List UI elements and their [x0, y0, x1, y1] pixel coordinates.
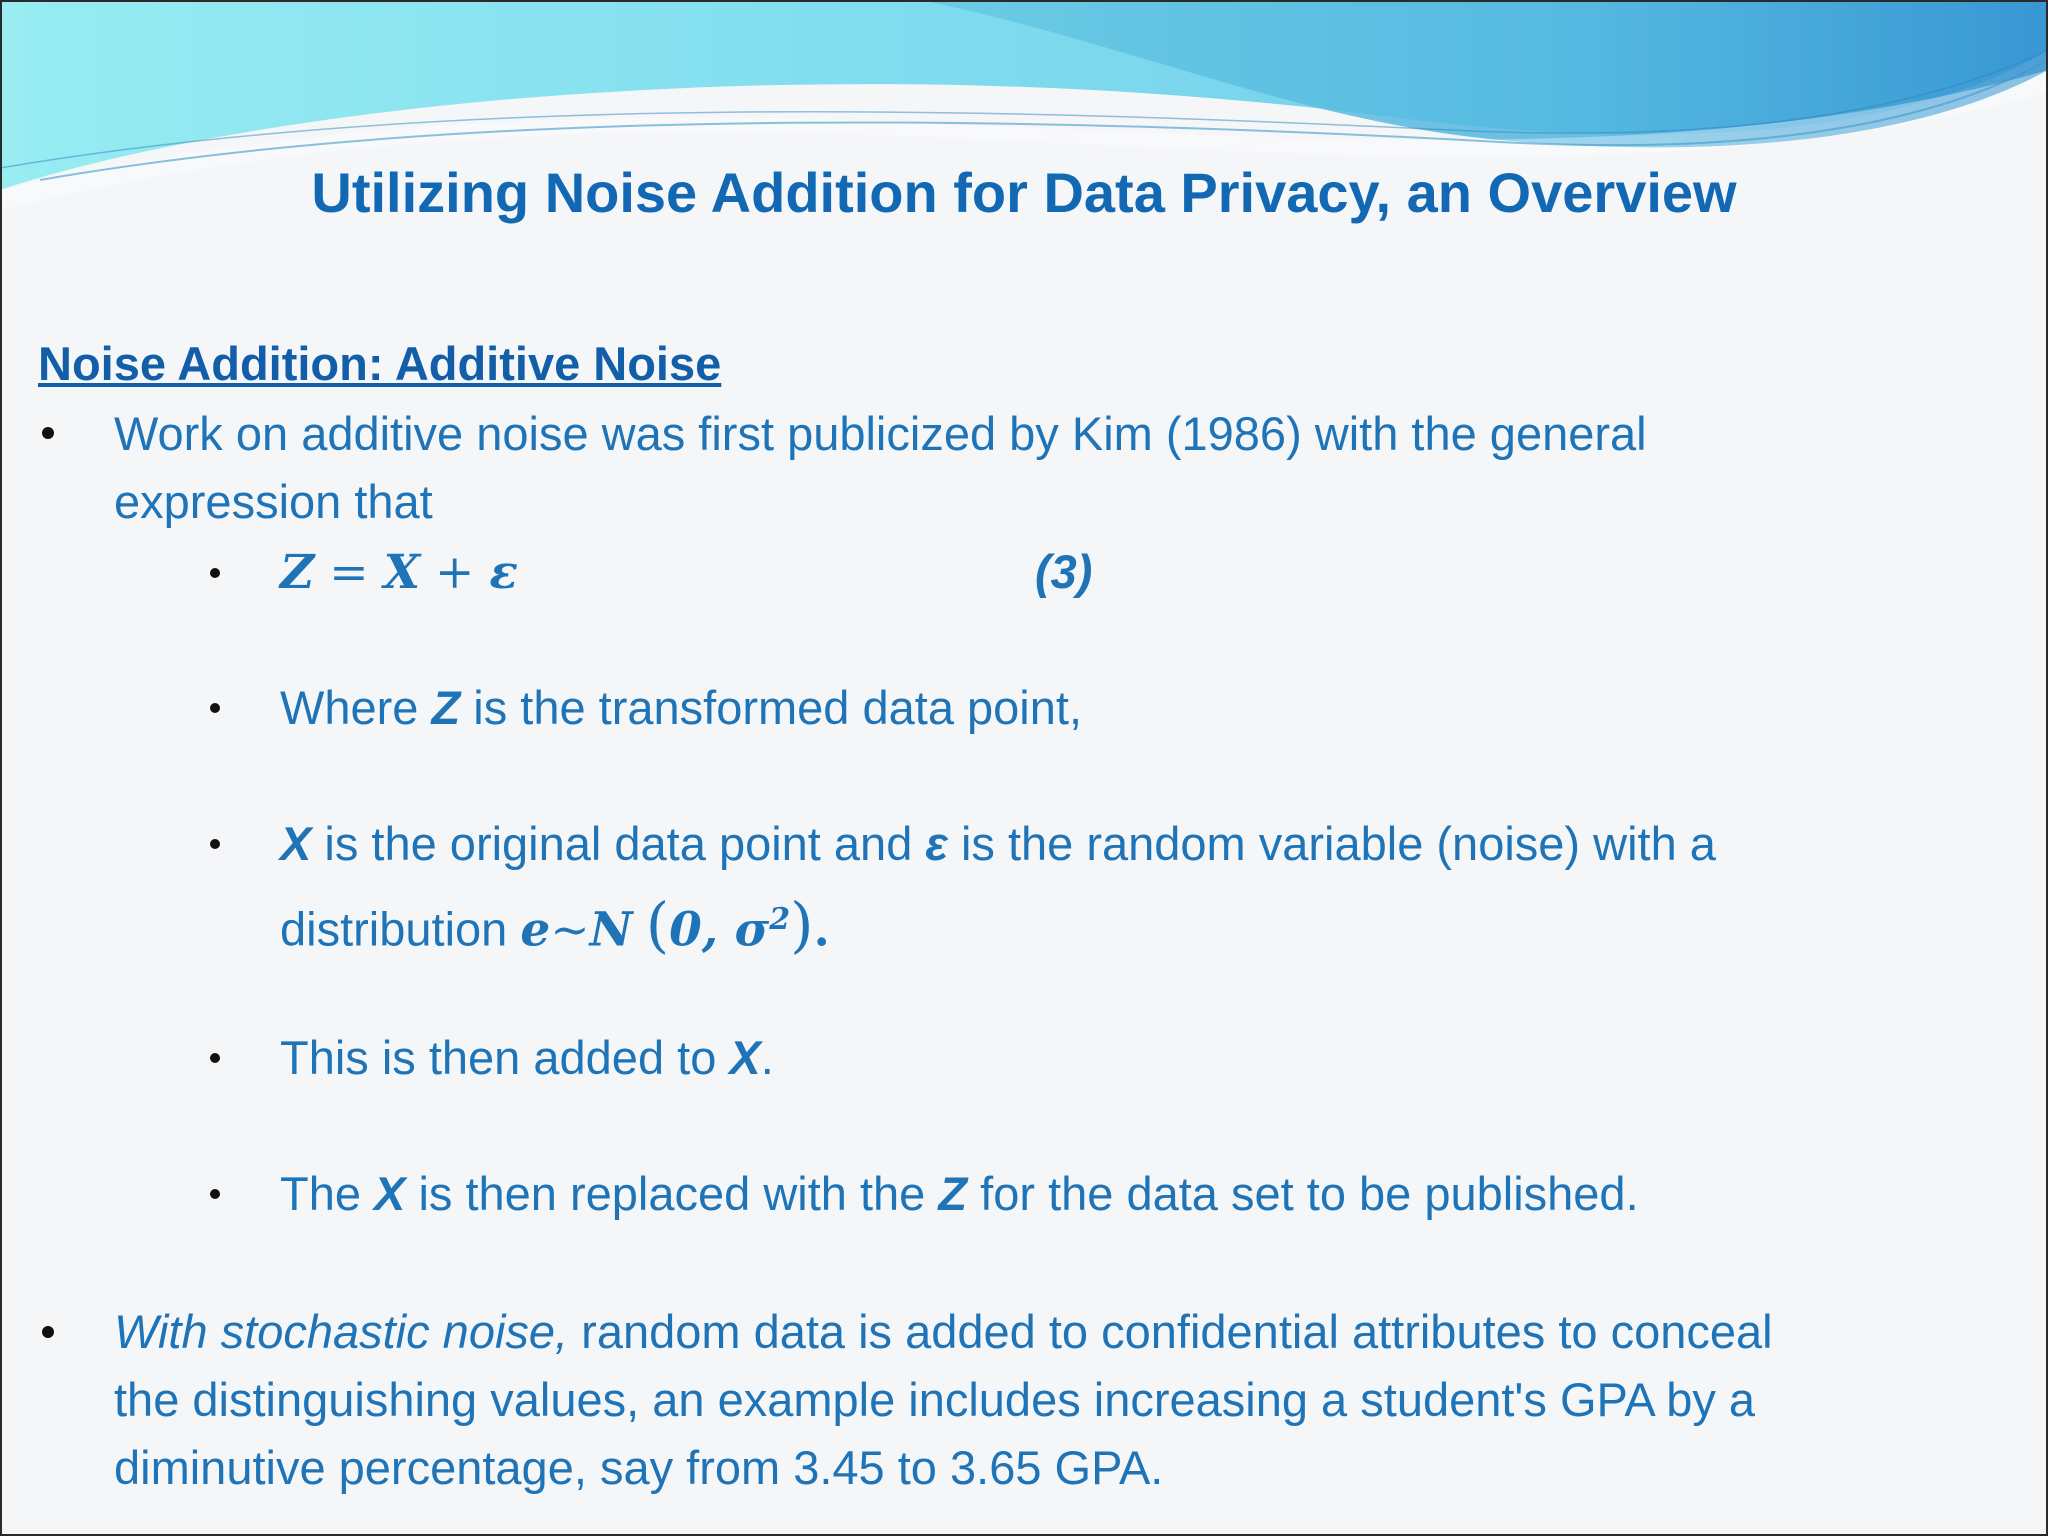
left-paren: (: [645, 890, 670, 961]
var-z: Z: [938, 1167, 968, 1220]
sub-bullet-dot: [210, 703, 220, 713]
var-x: X: [383, 545, 421, 600]
var-epsilon: ε: [489, 545, 518, 600]
text: is the original data point and: [311, 817, 926, 870]
text: distribution: [280, 902, 521, 956]
sub-bullet-dot: [210, 1189, 220, 1199]
var-x: X: [729, 1031, 761, 1084]
var-e: e: [520, 902, 551, 958]
sub-bullet-added: [280, 1024, 774, 1092]
sub-bullet-equation: [280, 538, 1180, 607]
bullet-line: [114, 1298, 1773, 1366]
var-n: N: [589, 902, 633, 958]
var-epsilon: ε: [925, 817, 948, 870]
superscript-2: 2: [769, 902, 791, 937]
var-x: X: [374, 1167, 406, 1220]
text: The: [280, 1167, 375, 1220]
bullet-line: [280, 886, 1716, 965]
italic-lead: With stochastic noise,: [114, 1305, 569, 1358]
var-z: Z: [280, 545, 315, 600]
text: is then replaced with the: [405, 1167, 939, 1220]
sub-bullet-x-original: [280, 810, 1716, 965]
var-x: X: [280, 817, 312, 870]
sub-bullet-replaced: [280, 1160, 1639, 1228]
bullet-line: [280, 810, 1716, 878]
bullet-dot: [42, 427, 54, 439]
sub-bullet-dot: [210, 568, 220, 578]
bullet-kim-1986: [114, 400, 1647, 536]
bullet-line: Work on additive noise was first publicized by Kim (1986) with the general: [114, 407, 1647, 460]
section-heading: Noise Addition: Additive Noise: [38, 337, 722, 390]
distribution-args: 0, σ: [669, 902, 770, 958]
bullet-line: diminutive percentage, say from 3.45 to 3.65 GPA.: [114, 1441, 1164, 1494]
equation-number: (3): [1035, 545, 1093, 598]
text: Where: [280, 681, 432, 734]
equals-sign: =: [314, 545, 384, 600]
tilde-sign: ~: [550, 902, 590, 958]
plus-sign: +: [420, 545, 490, 600]
sub-bullet-dot: [210, 1053, 220, 1063]
sub-bullet-where-z: [280, 674, 1082, 742]
right-paren: ): [790, 890, 814, 961]
var-z: Z: [431, 681, 461, 734]
bullet-dot: [42, 1326, 54, 1338]
text: random data is added to confidential attributes to conceal: [568, 1305, 1773, 1358]
bullet-stochastic-noise: [114, 1298, 1773, 1502]
text: is the random variable (noise) with a: [947, 817, 1716, 870]
bullet-line: expression that: [114, 475, 433, 528]
sub-bullet-dot: [210, 839, 220, 849]
slide-title: Utilizing Noise Addition for Data Privacy, an Overview: [311, 161, 1737, 224]
period: .: [813, 902, 830, 958]
bullet-line: the distinguishing values, an example includes increasing a student's GPA by a: [114, 1373, 1756, 1426]
text: for the data set to be published.: [967, 1167, 1639, 1220]
text: is the transformed data point,: [460, 681, 1083, 734]
text: .: [760, 1031, 774, 1084]
text: This is then added to: [280, 1031, 730, 1084]
